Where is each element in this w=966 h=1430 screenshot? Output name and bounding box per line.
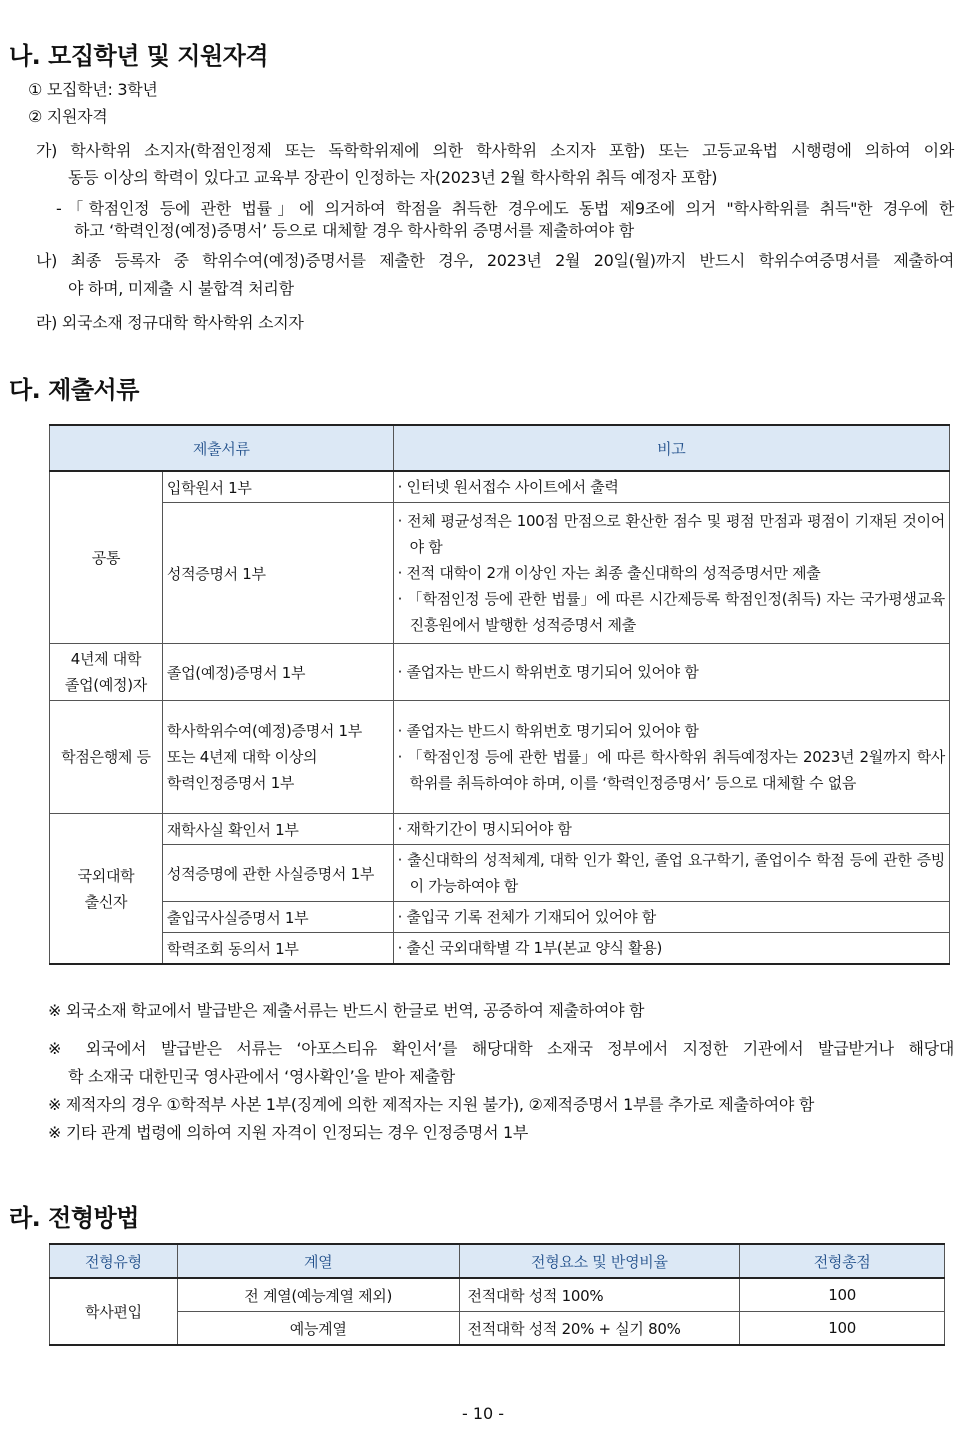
remark-4: ※ 기타 관계 법령에 의하여 지원 자격이 인정되는 경우 인정증명서 1부: [48, 1123, 529, 1142]
qualification-na-line2: 야 하며, 미제출 시 불합격 처리함: [68, 279, 294, 298]
table-row: [50, 814, 950, 845]
section-title-ra: 라. 전형방법: [9, 1204, 139, 1232]
doc-graduation: 졸업(예정)증명서 1부: [162, 644, 393, 701]
selection-field: 예능계열: [177, 1312, 459, 1346]
table-row: [50, 1278, 945, 1312]
note-credit-bank: · 졸업자는 반드시 학위번호 명기되어 있어야 함 · 「학점인정 등에 관한 법률」에 따른 학사학위 취득예정자는 2023년 2월까지 학사학위를 취득하여야 하며, 이를 ‘학력인정증명서’ 등으로 대체할 수 없음: [393, 701, 949, 814]
remark-3: ※ 제적자의 경우 ①학적부 사본 1부(징계에 의한 제적자는 지원 불가), ②제적증명서 1부를 추가로 제출하여야 함: [48, 1095, 815, 1114]
header-total: 전형총점: [740, 1244, 945, 1278]
selection-elements: 전적대학 성적 100%: [459, 1278, 740, 1312]
note-consent: · 출신 국외대학별 각 1부(본교 양식 활용): [393, 933, 949, 965]
note-immigration: · 출입국 기록 전체가 기재되어 있어야 함: [393, 902, 949, 933]
table-row: [50, 471, 950, 503]
category-4yr: 4년제 대학 졸업(예정)자: [50, 644, 163, 701]
doc-enrollment: 재학사실 확인서 1부: [162, 814, 393, 845]
category-credit-bank: 학점은행제 등: [50, 701, 163, 814]
selection-elements: 전적대학 성적 20% + 실기 80%: [459, 1312, 740, 1346]
note-application: · 인터넷 원서접수 사이트에서 출력: [393, 471, 949, 503]
remark-1: ※ 외국소재 학교에서 발급받은 제출서류는 반드시 한글로 번역, 공증하여 제출하여야 함: [48, 1001, 645, 1020]
qualification-dash-line2: 하고 ‘학력인정(예정)증명서’ 등으로 대체할 경우 학사학위 증명서를 제출하여야 함: [74, 221, 634, 240]
table-row: [50, 845, 950, 902]
header-field: 계열: [177, 1244, 459, 1278]
section-title-da: 다. 제출서류: [9, 376, 139, 404]
note-enrollment: · 재학기간이 명시되어야 함: [393, 814, 949, 845]
selection-field: 전 계열(예능계열 제외): [177, 1278, 459, 1312]
header-type: 전형유형: [50, 1244, 178, 1278]
doc-consent: 학력조회 동의서 1부: [162, 933, 393, 965]
selection-type: 학사편입: [50, 1278, 178, 1345]
table-row: [50, 933, 950, 965]
table-row: [50, 503, 950, 644]
doc-grade-fact: 성적증명에 관한 사실증명서 1부: [162, 845, 393, 902]
selection-table: [49, 1243, 945, 1346]
qualification-ga-line2: 동등 이상의 학력이 있다고 교육부 장관이 인정하는 자(2023년 2월 학사학위 취득 예정자 포함): [68, 168, 718, 187]
qualification-na-line1: 나) 최종 등록자 중 학위수여(예정)증명서를 제출한 경우, 2023년 2월 20일(월)까지 반드시 학위수여증명서를 제출하여: [36, 251, 954, 270]
table-row: [50, 1312, 945, 1346]
qualification-dash-line1: -「학점인정 등에 관한 법률」에 의거하여 학점을 취득한 경우에도 동법 제9조에 의거 "학사학위를 취득"한 경우에 한: [56, 199, 954, 218]
table-row: [50, 701, 950, 814]
item-grade: ① 모집학년: 3학년: [28, 80, 158, 99]
header-notes: 비고: [393, 425, 949, 471]
note-transcript: · 전체 평균성적은 100점 만점으로 환산한 점수 및 평점 만점과 평점이 기재된 것이어야 함 · 전적 대학이 2개 이상인 자는 최종 출신대학의 성적증명서만 제출 · 「학점인정 등에 관한 법률」에 따른 시간제등록 학점인정(취득) 자는 국가평생교육진흥원에서 발행한 성적증명서 제출: [393, 503, 949, 644]
table-header-row: [50, 1244, 945, 1278]
category-common: 공통: [50, 471, 163, 644]
doc-application: 입학원서 1부: [162, 471, 393, 503]
table-row: [50, 902, 950, 933]
documents-table: [49, 424, 950, 965]
note-grade-fact: · 출신대학의 성적체계, 대학 인가 확인, 졸업 요구학기, 졸업이수 학점 등에 관한 증빙이 가능하여야 함: [393, 845, 949, 902]
table-header-row: [50, 425, 950, 471]
header-documents: 제출서류: [50, 425, 394, 471]
item-qualification: ② 지원자격: [28, 107, 108, 126]
qualification-ga-line1: 가) 학사학위 소지자(학점인정제 또는 독학학위제에 의한 학사학위 소지자 포함) 또는 고등교육법 시행령에 의하여 이와: [36, 141, 954, 160]
doc-immigration: 출입국사실증명서 1부: [162, 902, 393, 933]
header-elements: 전형요소 및 반영비율: [459, 1244, 740, 1278]
remark-2-line2: 학 소재국 대한민국 영사관에서 ‘영사확인’을 받아 제출함: [68, 1067, 455, 1086]
section-title-na: 나. 모집학년 및 지원자격: [9, 42, 269, 70]
doc-credit-bank: 학사학위수여(예정)증명서 1부 또는 4년제 대학 이상의 학력인정증명서 1부: [162, 701, 393, 814]
selection-total: 100: [740, 1312, 945, 1346]
page-number: - 10 -: [461, 1404, 505, 1423]
table-row: [50, 644, 950, 701]
selection-total: 100: [740, 1278, 945, 1312]
note-graduation: · 졸업자는 반드시 학위번호 명기되어 있어야 함: [393, 644, 949, 701]
doc-transcript: 성적증명서 1부: [162, 503, 393, 644]
qualification-ra: 라) 외국소재 정규대학 학사학위 소지자: [36, 313, 304, 332]
remark-2-line1: ※ 외국에서 발급받은 서류는 ‘아포스티유 확인서’를 해당대학 소재국 정부에서 지정한 기관에서 발급받거나 해당대: [48, 1039, 954, 1058]
category-foreign: 국외대학 출신자: [50, 814, 163, 965]
